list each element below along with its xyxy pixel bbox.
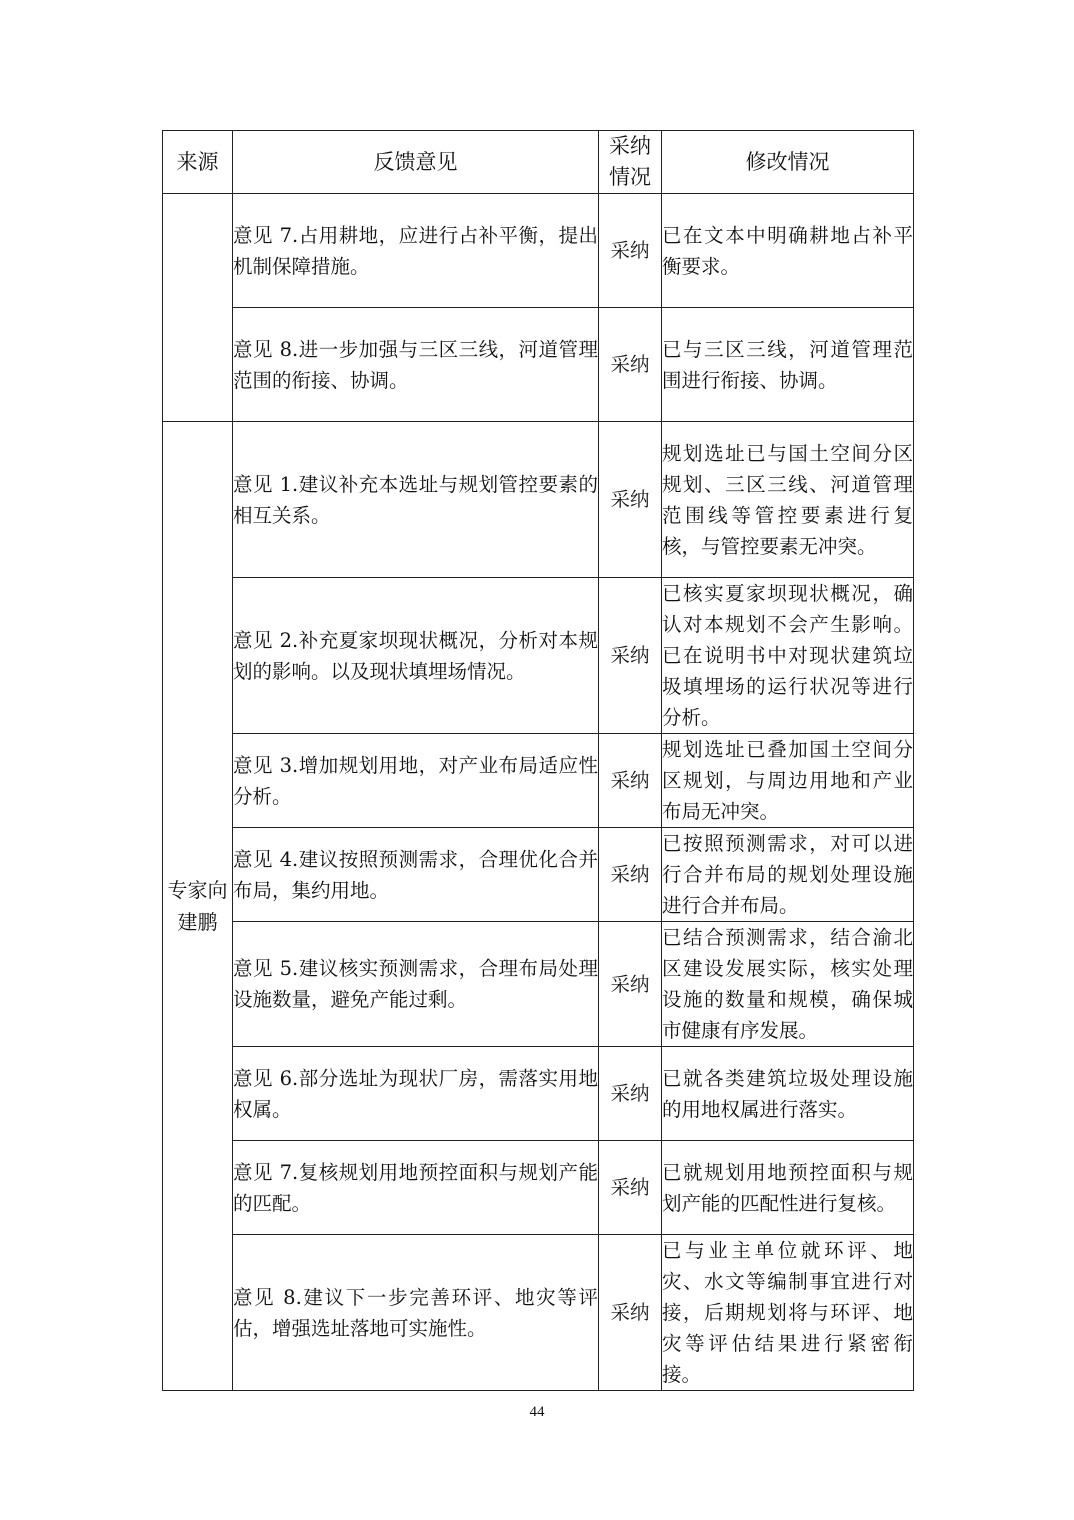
adopted-cell: 采纳: [599, 1235, 662, 1391]
table-row: [163, 194, 914, 308]
adopted-cell: 采纳: [599, 1141, 662, 1235]
table-row: [163, 1235, 914, 1391]
table-row: [163, 308, 914, 422]
adopted-cell: 采纳: [599, 194, 662, 308]
adopted-cell: 采纳: [599, 828, 662, 922]
modification-cell: 已在文本中明确耕地占补平衡要求。: [662, 194, 914, 308]
table-row: [163, 828, 914, 922]
modification-cell: 已按照预测需求，对可以进行合并布局的规划处理设施进行合并布局。: [662, 828, 914, 922]
modification-cell: 规划选址已叠加国土空间分区规划，与周边用地和产业布局无冲突。: [662, 734, 914, 828]
table-row: [163, 1141, 914, 1235]
header-modification: 修改情况: [662, 131, 914, 194]
header-adopted: 采纳情况: [599, 131, 662, 194]
feedback-cell: 意见 8.进一步加强与三区三线，河道管理范围的衔接、协调。: [233, 308, 599, 422]
feedback-cell: 意见 2.补充夏家坝现状概况，分析对本规划的影响。以及现状填埋场情况。: [233, 578, 599, 734]
source-cell: [163, 194, 233, 422]
adopted-cell: 采纳: [599, 734, 662, 828]
adopted-cell: 采纳: [599, 578, 662, 734]
feedback-cell: 意见 4.建议按照预测需求，合理优化合并布局，集约用地。: [233, 828, 599, 922]
feedback-cell: 意见 3.增加规划用地，对产业布局适应性分析。: [233, 734, 599, 828]
feedback-table: [162, 130, 914, 1391]
feedback-cell: 意见 5.建议核实预测需求，合理布局处理设施数量，避免产能过剩。: [233, 922, 599, 1047]
modification-cell: 已核实夏家坝现状概况，确认对本规划不会产生影响。已在说明书中对现状建筑垃圾填埋场的运行状况等进行分析。: [662, 578, 914, 734]
source-cell: 专家向建鹏: [163, 422, 233, 1391]
page-number: 44: [529, 1404, 545, 1420]
feedback-cell: 意见 6.部分选址为现状厂房，需落实用地权属。: [233, 1047, 599, 1141]
adopted-cell: 采纳: [599, 922, 662, 1047]
modification-cell: 已与三区三线，河道管理范围进行衔接、协调。: [662, 308, 914, 422]
table-row: [163, 1047, 914, 1141]
feedback-cell: 意见 1.建议补充本选址与规划管控要素的相互关系。: [233, 422, 599, 578]
modification-cell: 规划选址已与国土空间分区规划、三区三线、河道管理范围线等管控要素进行复核，与管控要素无冲突。: [662, 422, 914, 578]
feedback-cell: 意见 7.占用耕地，应进行占补平衡，提出机制保障措施。: [233, 194, 599, 308]
table-row: [163, 422, 914, 578]
modification-cell: 已结合预测需求，结合渝北区建设发展实际，核实处理设施的数量和规模，确保城市健康有序发展。: [662, 922, 914, 1047]
table-row: [163, 922, 914, 1047]
feedback-cell: 意见 8.建议下一步完善环评、地灾等评估，增强选址落地可实施性。: [233, 1235, 599, 1391]
feedback-cell: 意见 7.复核规划用地预控面积与规划产能的匹配。: [233, 1141, 599, 1235]
table-row: [163, 578, 914, 734]
adopted-cell: 采纳: [599, 308, 662, 422]
table-row: [163, 734, 914, 828]
header-feedback: 反馈意见: [233, 131, 599, 194]
adopted-cell: 采纳: [599, 1047, 662, 1141]
modification-cell: 已就各类建筑垃圾处理设施的用地权属进行落实。: [662, 1047, 914, 1141]
table-header-row: [163, 131, 914, 194]
header-source: 来源: [163, 131, 233, 194]
modification-cell: 已与业主单位就环评、地灾、水文等编制事宜进行对接，后期规划将与环评、地灾等评估结果进行紧密衔接。: [662, 1235, 914, 1391]
adopted-cell: 采纳: [599, 422, 662, 578]
modification-cell: 已就规划用地预控面积与规划产能的匹配性进行复核。: [662, 1141, 914, 1235]
